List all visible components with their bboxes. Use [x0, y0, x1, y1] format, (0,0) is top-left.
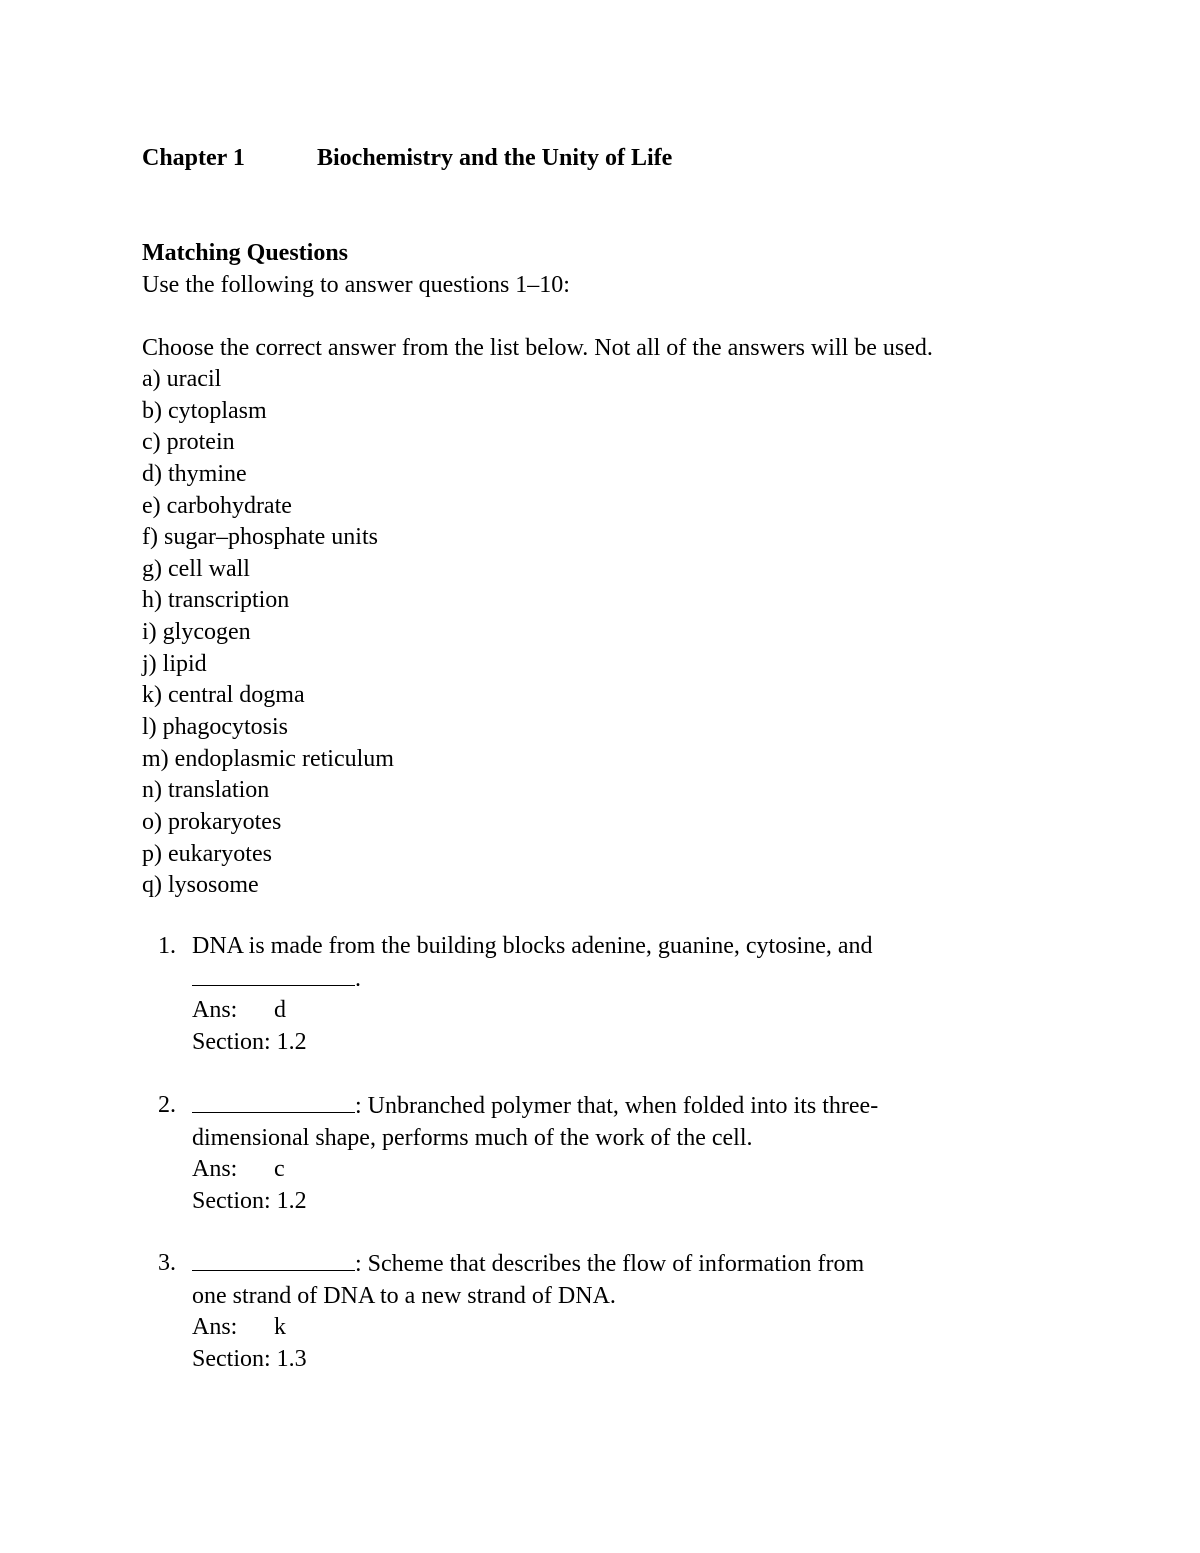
answer-choice: m) endoplasmic reticulum: [142, 745, 394, 772]
answer-choice: k) central dogma: [142, 682, 305, 709]
section-directions: Choose the correct answer from the list below. Not all of the answers will be used.: [142, 335, 933, 361]
answer-line: [192, 1154, 1042, 1186]
answer-choice: l) phagocytosis: [142, 714, 288, 741]
answer-label: Ans:: [192, 997, 238, 1023]
section-reference: Section: 1.3: [192, 1345, 307, 1372]
answer-value: d: [274, 997, 286, 1023]
question-number: 3.: [158, 1250, 176, 1276]
answer-choice: f) sugar–phosphate units: [142, 524, 378, 551]
question-text: DNA is made from the building blocks adenine, guanine, cytosine, and: [192, 933, 873, 959]
answer-choice: n) translation: [142, 777, 270, 804]
question-3: [142, 1248, 1042, 1375]
answer-choice: j) lipid: [142, 650, 207, 677]
answer-choice: g) cell wall: [142, 555, 250, 582]
chapter-title: Biochemistry and the Unity of Life: [317, 145, 673, 171]
section-reference: Section: 1.2: [192, 1028, 307, 1055]
chapter-number: Chapter 1: [142, 145, 245, 171]
answer-choice: b) cytoplasm: [142, 397, 267, 424]
answer-blank: [192, 1248, 355, 1271]
answer-choice: a) uracil: [142, 366, 222, 392]
answer-label: Ans:: [192, 1156, 238, 1182]
answer-choice: d) thymine: [142, 460, 247, 487]
answer-choice: h) transcription: [142, 587, 290, 614]
answer-choice: o) prokaryotes: [142, 808, 282, 835]
answer-choice: c) protein: [142, 429, 235, 456]
answer-label: Ans:: [192, 1314, 238, 1340]
answer-value: c: [274, 1156, 285, 1182]
question-1: [142, 931, 1042, 1058]
section-heading: Matching Questions: [142, 240, 349, 266]
chapter-heading: [142, 142, 672, 174]
section-reference: Section: 1.2: [192, 1187, 307, 1214]
answer-line: [192, 1312, 1042, 1344]
answer-choice: e) carbohydrate: [142, 492, 292, 519]
answer-blank: [192, 1090, 355, 1113]
question-number: 1.: [158, 933, 176, 959]
answer-blank: [192, 963, 355, 986]
answer-choice-list: [142, 364, 394, 902]
question-text: : Unbranched polymer that, when folded into its three-: [192, 1090, 1042, 1123]
answer-choice: i) glycogen: [142, 619, 251, 646]
question-text-continued: .: [192, 963, 1042, 996]
question-number: 2.: [158, 1092, 176, 1118]
answer-line: [192, 995, 1042, 1027]
answer-choice: q) lysosome: [142, 872, 259, 899]
question-text: : Scheme that describes the flow of information from: [192, 1248, 1042, 1281]
question-2: [142, 1090, 1042, 1217]
question-text-continued: one strand of DNA to a new strand of DNA.: [192, 1282, 616, 1309]
answer-choice: p) eukaryotes: [142, 840, 272, 867]
answer-value: k: [274, 1314, 286, 1340]
section-instruction: Use the following to answer questions 1–10:: [142, 272, 570, 298]
question-text-continued: dimensional shape, performs much of the work of the cell.: [192, 1124, 753, 1151]
